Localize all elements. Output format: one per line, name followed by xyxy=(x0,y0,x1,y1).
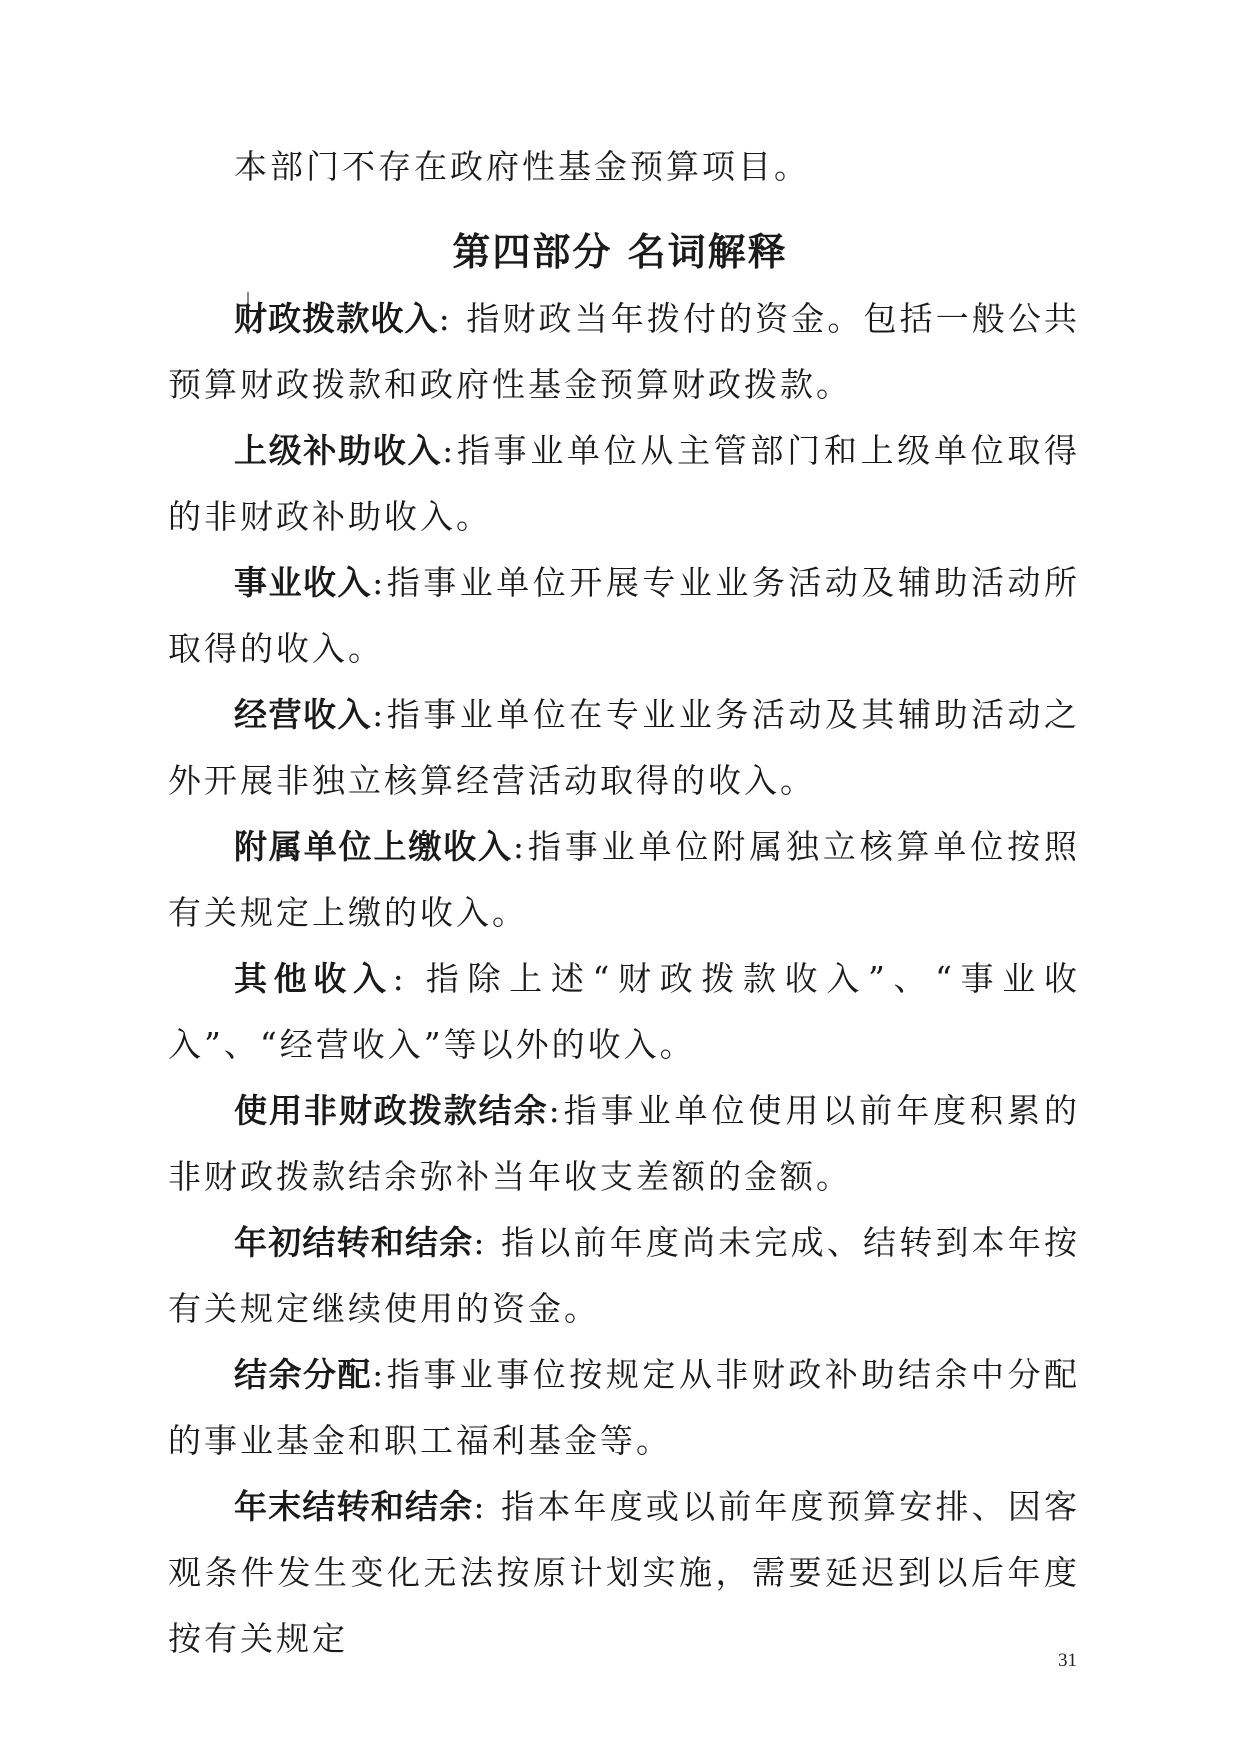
definition-description: 指事业单位使用以前年度积累的非财政拨款结余弥补当年收支差额的金额。 xyxy=(168,1091,1081,1196)
definition-term: 结余分配 xyxy=(234,1355,373,1394)
definition-separator: : xyxy=(438,299,467,338)
definition-separator: : xyxy=(442,431,457,470)
definition-closing-carryover xyxy=(168,1474,1080,1672)
definition-separator: : xyxy=(548,1091,563,1130)
page-number: 31 xyxy=(1058,1650,1077,1671)
definition-superior-subsidy xyxy=(168,418,1080,550)
definition-term: 经营收入 xyxy=(234,695,373,734)
definition-term: 其他收入 xyxy=(234,959,393,998)
definition-description: 指以前年度尚未完成、结转到本年按有关规定继续使用的资金。 xyxy=(168,1223,1081,1328)
definition-operating-income xyxy=(168,682,1080,814)
definition-non-financial-surplus xyxy=(168,1078,1080,1210)
definition-term: 财政拨款收入 xyxy=(234,299,439,338)
definition-term: 年初结转和结余 xyxy=(234,1223,474,1262)
definition-surplus-distribution xyxy=(168,1342,1080,1474)
definition-separator: : xyxy=(512,827,528,866)
definition-business-income xyxy=(168,550,1080,682)
definition-term: 使用非财政拨款结余 xyxy=(234,1091,549,1130)
definition-financial-appropriation xyxy=(168,286,1080,418)
definition-term: 年末结转和结余 xyxy=(234,1487,474,1526)
definition-description: 指除上述“财政拨款收入”、“事业收入”、“经营收入”等以外的收入。 xyxy=(168,959,1080,1064)
definition-separator: : xyxy=(473,1487,502,1526)
definition-term: 附属单位上缴收入 xyxy=(234,827,513,866)
definition-description: 指事业事位按规定从非财政补助结余中分配的事业基金和职工福利基金等。 xyxy=(168,1355,1081,1460)
definition-separator: : xyxy=(392,959,426,998)
definition-description: 指事业单位从主管部门和上级单位取得的非财政补助收入。 xyxy=(168,431,1081,536)
definition-separator: : xyxy=(372,695,387,734)
definition-separator: : xyxy=(372,563,387,602)
definition-term: 上级补助收入 xyxy=(234,431,443,470)
definition-opening-carryover xyxy=(168,1210,1080,1342)
section-title: 第四部分 名词解释 xyxy=(452,229,788,274)
definition-description: 指事业单位附属独立核算单位按照有关规定上缴的收入。 xyxy=(168,827,1081,932)
definition-description: 指本年度或以前年度预算安排、因客观条件发生变化无法按原计划实施，需要延迟到以后年度按有关规定 xyxy=(168,1487,1081,1658)
intro-text: 本部门不存在政府性基金预算项目。 xyxy=(234,147,810,186)
definition-affiliated-unit-income xyxy=(168,814,1080,946)
intro-paragraph xyxy=(168,134,1080,200)
definition-description: 指财政当年拨付的资金。包括一般公共预算财政拨款和政府性基金预算财政拨款。 xyxy=(168,299,1081,404)
definition-description: 指事业单位在专业业务活动及其辅助活动之外开展非独立核算经营活动取得的收入。 xyxy=(168,695,1081,800)
definition-description: 指事业单位开展专业业务活动及辅助活动所取得的收入。 xyxy=(168,563,1081,668)
definition-separator: : xyxy=(473,1223,502,1262)
definition-separator: : xyxy=(372,1355,387,1394)
definition-term: 事业收入 xyxy=(234,563,373,602)
definition-other-income xyxy=(168,946,1080,1078)
